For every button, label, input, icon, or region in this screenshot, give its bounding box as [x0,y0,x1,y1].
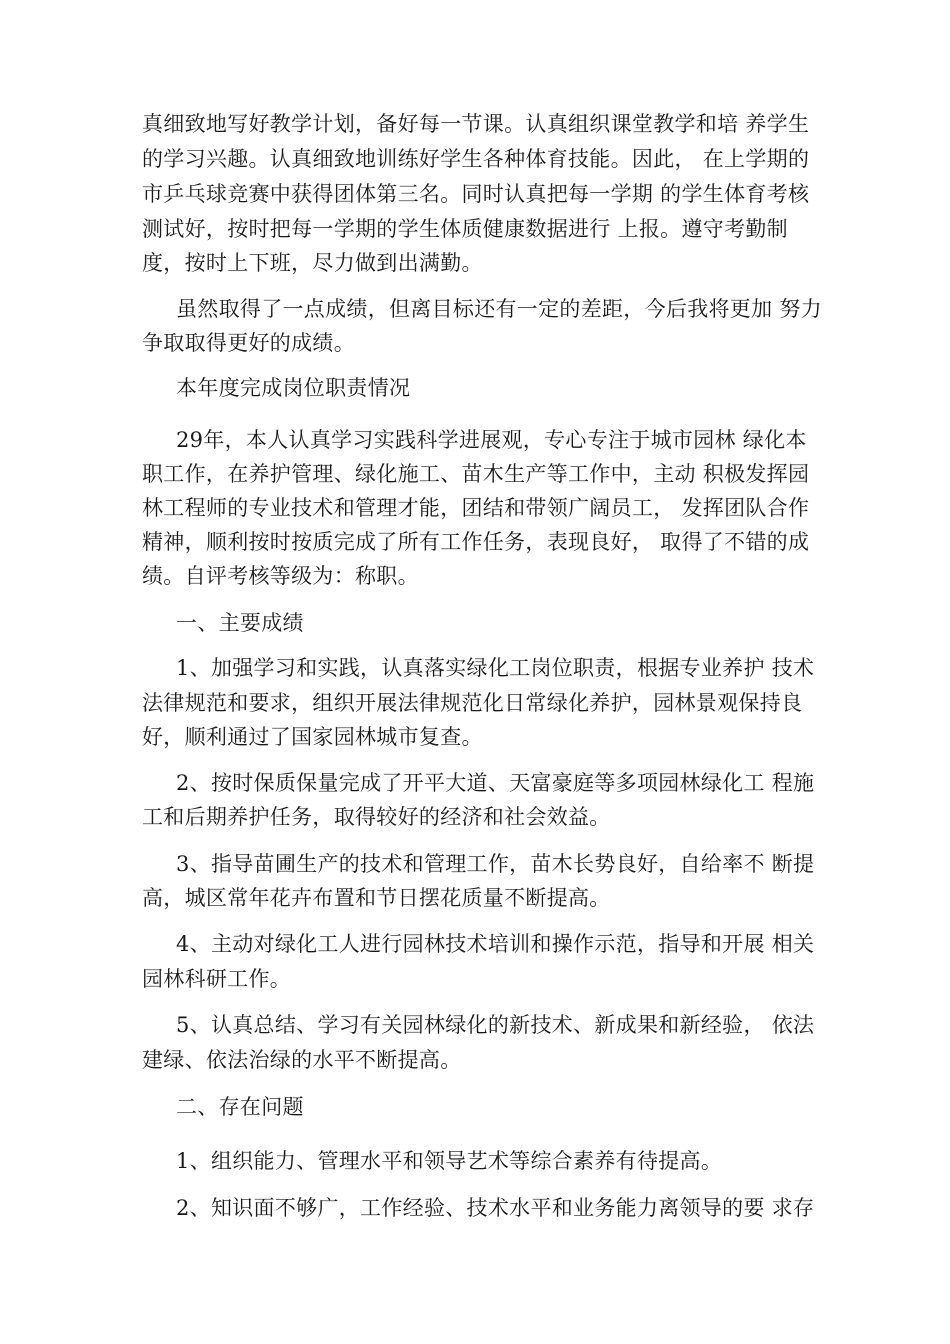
text-line: 真细致地写好教学计划，备好每一节课。认真组织课堂教学和培 养学生 [142,112,810,136]
text-line: 1、加强学习和实践，认真落实绿化工岗位职责，根据专业养护 技术 [176,656,815,680]
text-line: 园林科研工作。 [142,967,292,991]
text-line: 绩。自评考核等级为：称职。 [142,564,419,588]
text-line: 精神，顺利按时按质完成了所有工作任务，表现良好， 取得了不错的成 [142,530,810,554]
text-line: 度，按时上下班，尽力做到出满勤。 [142,251,483,275]
text-line: 2、按时保质保量完成了开平大道、天富豪庭等多项园林绿化工 程施 [176,771,815,795]
text-line: 3、指导苗圃生产的技术和管理工作，苗木长势良好，自给率不 断提 [176,852,815,876]
text-line: 林工程师的专业技术和管理才能，团结和带领广阔员工， 发挥团队合作 [142,496,810,520]
text-line: 2、知识面不够广，工作经验、技术水平和业务能力离领导的要 求存 [176,1196,815,1220]
text-line: 高，城区常年花卉布置和节日摆花质量不断提高。 [142,886,611,910]
text-line: 好，顺利通过了国家园林城市复查。 [142,725,483,749]
text-line: 职工作，在养护管理、绿化施工、苗木生产等工作中，主动 积极发挥园 [142,462,810,486]
text-line: 市乒乓球竞赛中获得团体第三名。同时认真把每一学期 的学生体育考核 [142,182,810,206]
text-line: 工和后期养护任务，取得较好的经济和社会效益。 [142,805,611,829]
text-line: 测试好，按时把每一学期的学生体质健康数据进行 上报。遵守考勤制 [142,217,788,241]
text-line: 1、组织能力、管理水平和领导艺术等综合素养有待提高。 [176,1149,723,1173]
section-heading: 一、主要成绩 [176,611,304,635]
text-line: 虽然取得了一点成绩，但离目标还有一定的差距，今后我将更加 努力 [176,297,822,321]
text-line: 4、主动对绿化工人进行园林技术培训和操作示范，指导和开展 相关 [176,932,815,956]
text-line: 的学习兴趣。认真细致地训练好学生各种体育技能。因此， 在上学期的 [142,147,810,171]
text-line: 争取取得更好的成绩。 [142,331,355,355]
text-line: 建绿、依法治绿的水平不断提高。 [142,1048,462,1072]
text-line: 29年，本人认真学习实践科学进展观，专心专注于城市园林 绿化本 [176,428,807,452]
text-line: 5、认真总结、学习有关园林绿化的新技术、新成果和新经验， 依法 [176,1013,815,1037]
section-heading: 本年度完成岗位职责情况 [176,376,411,400]
text-line: 法律规范和要求，组织开展法律规范化日常绿化养护，园林景观保持良 [142,691,803,715]
section-heading: 二、存在问题 [176,1095,304,1119]
